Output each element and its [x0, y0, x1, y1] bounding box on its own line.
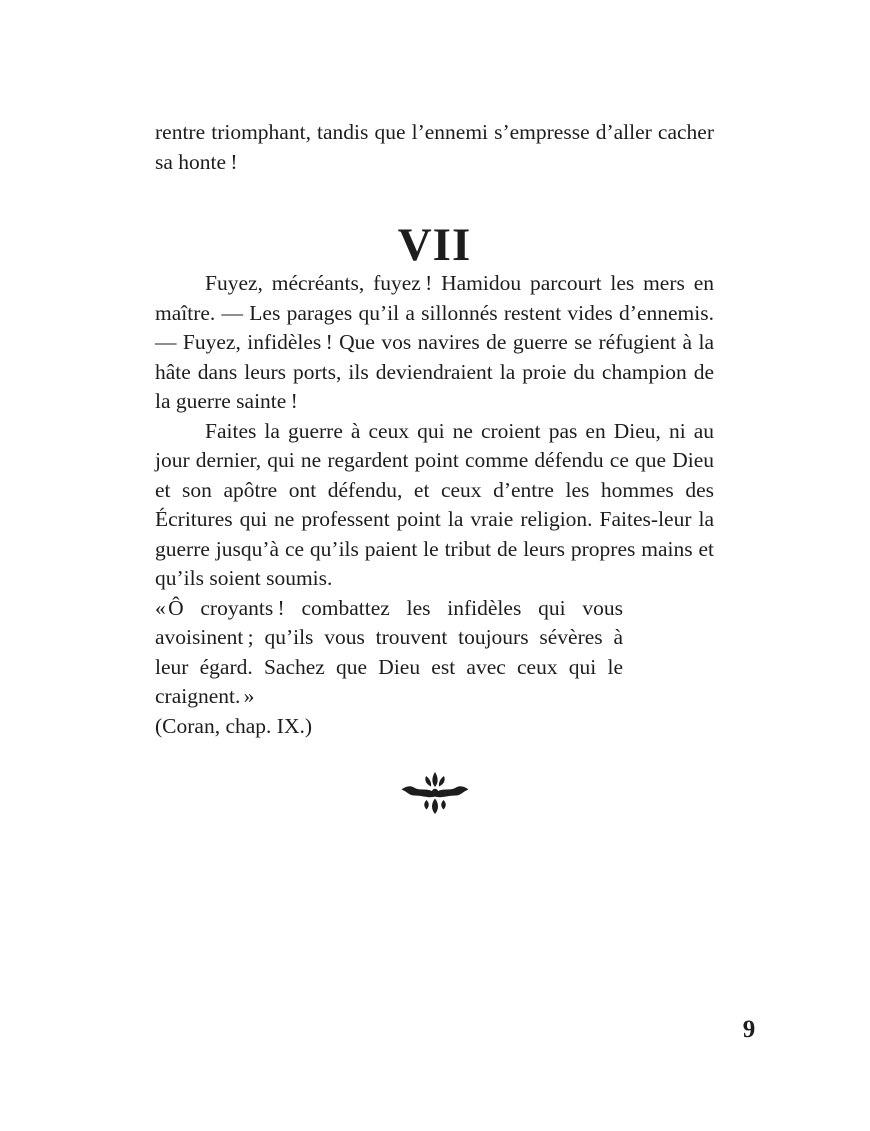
text-column	[155, 118, 714, 820]
paragraph-continuation: rentre triomphant, tandis que l’ennemi s’empresse d’aller cacher sa honte !	[155, 120, 714, 174]
paragraph: Faites la guerre à ceux qui ne croient pas en Dieu, ni au jour dernier, qui ne regardent point comme défendu ce que Dieu et son apôtre ont défendu, et ceux d’entre les hommes des Écritures qui ne professent point la vraie religion. Faites-leur la guerre jusqu’à ce qu’ils paient le tribut de leurs propres mains et qu’ils soient soumis.	[155, 418, 714, 590]
quote-open-mark: «	[155, 595, 169, 620]
quote-text: Ô croyants ! combattez les infidèles qui vous avoisinent ; qu’ils vous trouvent toujours sévères à leur égard. Sachez que Dieu est avec ceux qui le craignent.	[155, 595, 623, 708]
chapter-heading: VII	[397, 219, 472, 271]
quote-citation: (Coran, chap. IX.)	[155, 713, 313, 738]
paragraph: Fuyez, mécréants, fuyez ! Hamidou parcourt les mers en maître. — Les parages qu’il a sillonnés restent vides d’ennemis. — Fuyez, infidèles ! Que vos navires de guerre se réfugient à la hâte dans leurs ports, ils deviendraient la proie du champion de la guerre sainte !	[155, 271, 714, 413]
fleuron-ornament-icon	[400, 771, 470, 815]
page-number: 9	[742, 1016, 756, 1043]
quran-quote	[155, 594, 623, 712]
ornament-row	[155, 771, 714, 820]
quote-close-mark: »	[240, 684, 254, 708]
